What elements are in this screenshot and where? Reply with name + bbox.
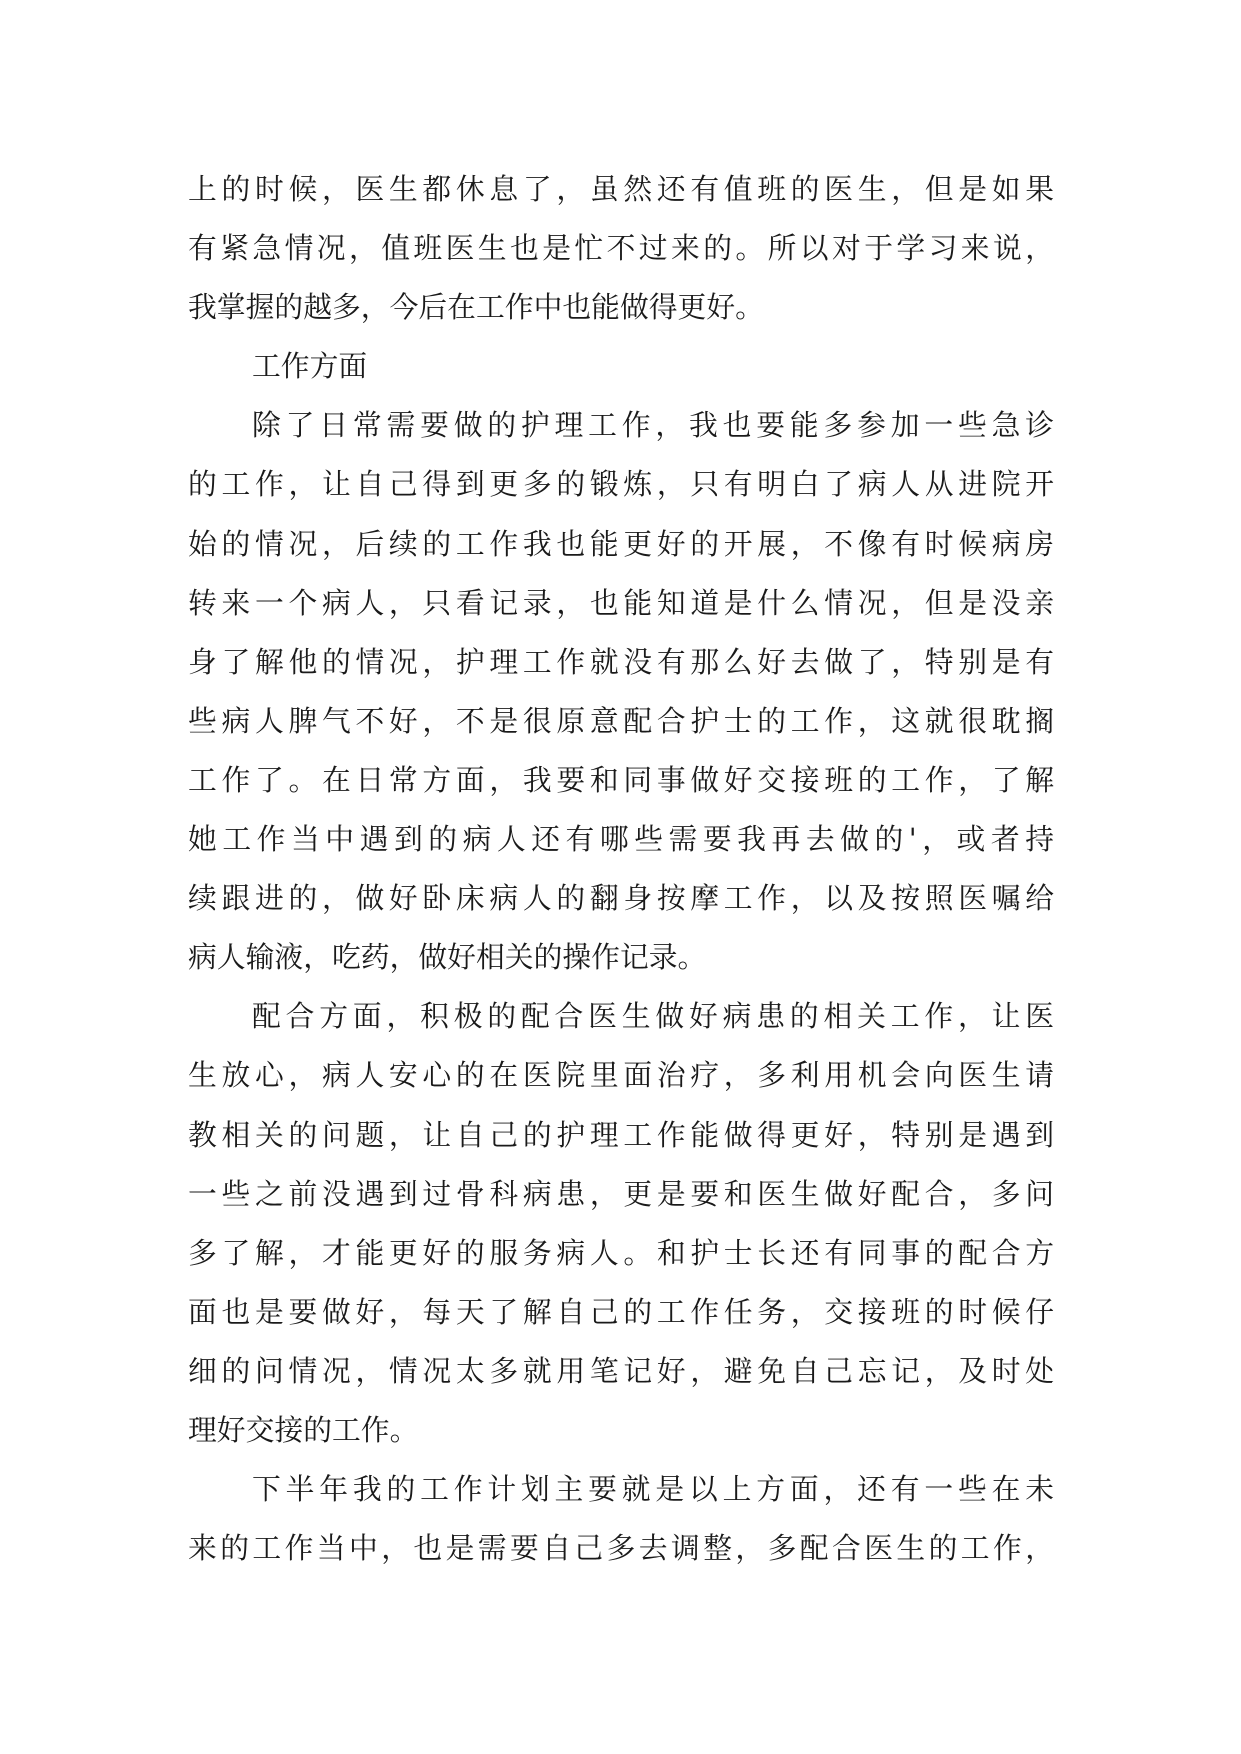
- text-line: 有紧急情况，值班医生也是忙不过来的。所以对于学习来说，: [188, 231, 1054, 266]
- text-line: 她工作当中遇到的病人还有哪些需要我再去做的'，或者持: [188, 822, 1054, 857]
- text-line: 多了解，才能更好的服务病人。和护士长还有同事的配合方: [188, 1235, 1054, 1270]
- text-line: 配合方面，积极的配合医生做好病患的相关工作，让医: [252, 999, 1054, 1034]
- text-line: 病人输液，吃药，做好相关的操作记录。: [188, 940, 707, 975]
- heading-text: 工作方面: [252, 349, 368, 384]
- text-line: 教相关的问题，让自己的护理工作能做得更好，特别是遇到: [188, 1117, 1054, 1152]
- text-line: 理好交接的工作。: [188, 1412, 419, 1447]
- text-line: 始的情况，后续的工作我也能更好的开展，不像有时候病房: [188, 526, 1054, 561]
- text-line: 续跟进的，做好卧床病人的翻身按摩工作，以及按照医嘱给: [188, 881, 1054, 916]
- section-heading: [188, 337, 1054, 396]
- text-line: 下半年我的工作计划主要就是以上方面，还有一些在未: [252, 1472, 1054, 1507]
- text-line: 的工作，让自己得到更多的锻炼，只有明白了病人从进院开: [188, 467, 1054, 502]
- paragraph-conclusion: [188, 1460, 1054, 1578]
- text-line: 细的问情况，情况太多就用笔记好，避免自己忘记，及时处: [188, 1353, 1054, 1388]
- text-line: 转来一个病人，只看记录，也能知道是什么情况，但是没亲: [188, 585, 1054, 620]
- text-line: 来的工作当中，也是需要自己多去调整，多配合医生的工作，: [188, 1531, 1054, 1566]
- paragraph-cooperation: [188, 987, 1054, 1460]
- document-page: [188, 160, 1054, 1578]
- paragraph-work: [188, 396, 1054, 987]
- text-line: 除了日常需要做的护理工作，我也要能多参加一些急诊: [252, 408, 1054, 443]
- text-line: 一些之前没遇到过骨科病患，更是要和医生做好配合，多问: [188, 1176, 1054, 1211]
- text-line: 生放心，病人安心的在医院里面治疗，多利用机会向医生请: [188, 1058, 1054, 1093]
- text-line: 身了解他的情况，护理工作就没有那么好去做了，特别是有: [188, 644, 1054, 679]
- text-line: 工作了。在日常方面，我要和同事做好交接班的工作，了解: [188, 762, 1054, 797]
- text-line: 些病人脾气不好，不是很原意配合护士的工作，这就很耽搁: [188, 703, 1054, 738]
- paragraph-continuation: [188, 160, 1054, 337]
- text-line: 面也是要做好，每天了解自己的工作任务，交接班的时候仔: [188, 1294, 1054, 1329]
- text-line: 上的时候，医生都休息了，虽然还有值班的医生，但是如果: [188, 172, 1054, 206]
- text-line: 我掌握的越多，今后在工作中也能做得更好。: [188, 290, 764, 325]
